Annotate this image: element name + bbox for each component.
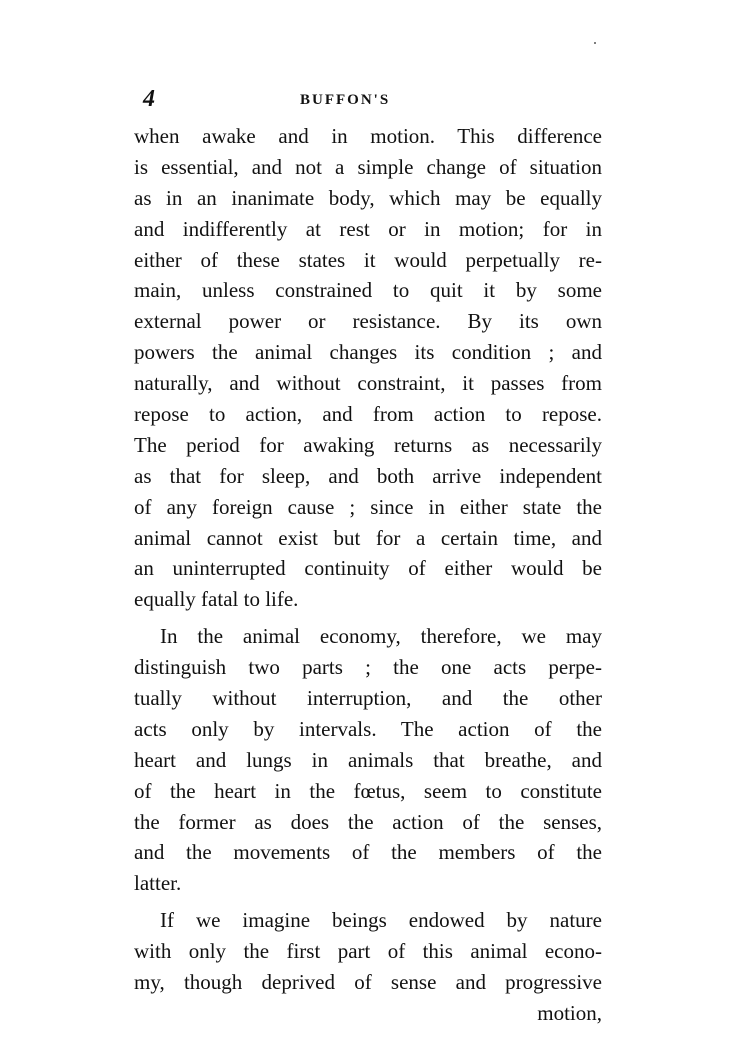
text-line: powers the animal changes its condition ; and bbox=[134, 340, 602, 365]
text-line: with only the first part of this animal econo- bbox=[134, 939, 602, 964]
text-line: as in an inanimate body, which may be equally bbox=[134, 185, 602, 210]
running-head: BUFFON'S bbox=[300, 92, 391, 108]
text-line: is essential, and not a simple change of situation bbox=[134, 154, 602, 179]
text-line: my, though deprived of sense and progressive bbox=[134, 970, 602, 995]
page-header bbox=[0, 84, 750, 114]
text-line: latter. bbox=[134, 871, 182, 896]
text-line: If we imagine beings endowed by nature bbox=[160, 908, 602, 933]
text-line: either of these states it would perpetually re- bbox=[134, 247, 602, 272]
text-line: acts only by intervals. The action of the bbox=[134, 716, 602, 741]
text-line: tually without interruption, and the other bbox=[134, 686, 602, 711]
catchword: motion, bbox=[537, 1000, 602, 1025]
text-line: of any foreign cause ; since in either state the bbox=[134, 494, 602, 519]
text-line: animal cannot exist but for a certain time, and bbox=[134, 525, 602, 550]
text-line: of the heart in the fœtus, seem to constitute bbox=[134, 778, 602, 803]
text-line: distinguish two parts ; the one acts perpe- bbox=[134, 655, 602, 680]
text-line: external power or resistance. By its own bbox=[134, 309, 602, 334]
text-line: when awake and in motion. This difference bbox=[134, 124, 602, 148]
body-text bbox=[134, 121, 602, 1029]
text-line: as that for sleep, and both arrive independent bbox=[134, 463, 602, 488]
text-line: In the animal economy, therefore, we may bbox=[160, 624, 602, 649]
print-speck bbox=[594, 42, 596, 44]
text-line: repose to action, and from action to repose. bbox=[134, 402, 602, 427]
text-line: heart and lungs in animals that breathe, and bbox=[134, 747, 602, 772]
text-line: main, unless constrained to quit it by some bbox=[134, 278, 602, 303]
text-line: the former as does the action of the senses, bbox=[134, 809, 602, 834]
text-line: equally fatal to life. bbox=[134, 587, 299, 612]
text-line: The period for awaking returns as necessarily bbox=[134, 432, 602, 457]
text-line: naturally, and without constraint, it passes from bbox=[134, 371, 602, 396]
page-number: 4 bbox=[143, 86, 155, 112]
text-line: and the movements of the members of the bbox=[134, 840, 602, 865]
text-line: and indifferently at rest or in motion; for in bbox=[134, 216, 602, 241]
text-line: an uninterrupted continuity of either would be bbox=[134, 556, 602, 581]
